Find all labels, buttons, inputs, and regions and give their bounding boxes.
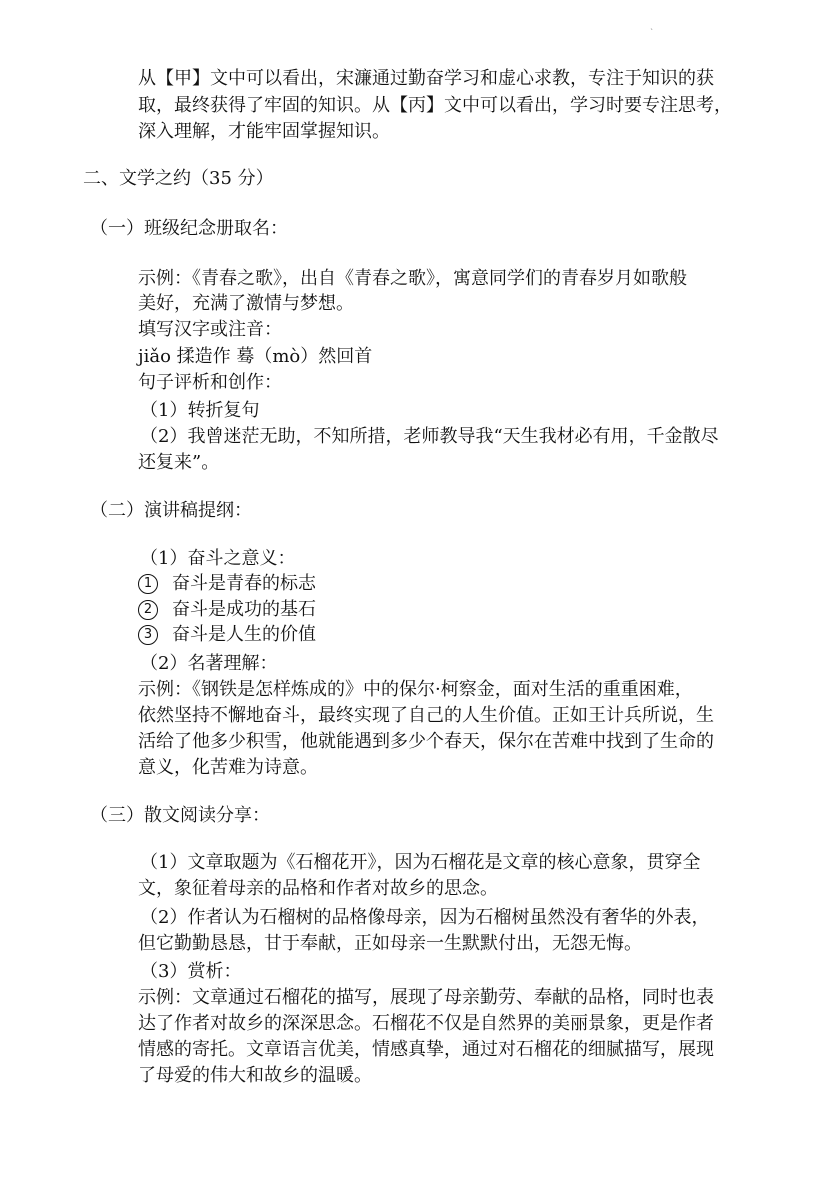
point-item	[138, 571, 316, 597]
part1-fill-label: 填写汉字或注音：	[138, 319, 282, 340]
part2-example-line-2: 依然坚持不懈地奋斗，最终实现了自己的人生价值。正如王计兵所说，生	[138, 705, 714, 726]
part3-item-2-line-1: （2）作者认为石榴树的品格像母亲，因为石榴树虽然没有奢华的外表，	[140, 907, 710, 928]
part2-example-line-4: 意义，化苦难为诗意。	[138, 757, 318, 778]
part2-heading: （二）演讲稿提纲：	[90, 500, 252, 521]
intro-line-1: 从【甲】文中可以看出，宋濂通过勤奋学习和虚心求教，专注于知识的获	[138, 68, 714, 89]
part1-example-line-2: 美好，充满了激情与梦想。	[138, 293, 354, 314]
part3-example-line-4: 了母爱的伟大和故乡的温暖。	[138, 1065, 372, 1086]
point-text: 奋斗是人生的价值	[172, 624, 316, 645]
part2-example-line-3: 活给了他多少积雪，他就能遇到多少个春天，保尔在苦难中找到了生命的	[138, 731, 714, 752]
part3-item-1-line-2: 文，象征着母亲的品格和作者对故乡的思念。	[138, 878, 498, 899]
part3-item-2-line-2: 但它勤勤恳恳，甘于奉献，正如母亲一生默默付出，无怨无悔。	[138, 933, 642, 954]
section-heading: 二、文学之约（35 分）	[83, 168, 274, 189]
part1-heading: （一）班级纪念册取名：	[90, 218, 288, 239]
point-item	[138, 622, 316, 648]
intro-line-3: 深入理解，才能牢固掌握知识。	[138, 121, 390, 142]
part3-example-line-3: 情感的寄托。文章语言优美，情感真挚，通过对石榴花的细腻描写，展现	[138, 1039, 714, 1060]
part1-item-1: （1）转折复句	[140, 400, 260, 421]
intro-line-2: 取，最终获得了牢固的知识。从【丙】文中可以看出，学习时要专注思考，	[138, 95, 732, 116]
circled-number: 3	[138, 625, 158, 645]
point-text: 奋斗是青春的标志	[172, 573, 316, 594]
part3-example-line-1: 示例：文章通过石榴花的描写，展现了母亲勤劳、奉献的品格，同时也表	[138, 987, 714, 1008]
part1-example-line-1: 示例：《青春之歌》，出自《青春之歌》，寓意同学们的青春岁月如歌般	[138, 268, 687, 289]
part1-item-2-line-2: 还复来”。	[138, 452, 220, 473]
part3-item-3-label: （3）赏析：	[140, 961, 242, 982]
part1-item-2-line-1: （2）我曾迷茫无助，不知所措，老师教导我“天生我材必有用，千金散尽	[140, 426, 719, 447]
part3-heading: （三）散文阅读分享：	[90, 805, 270, 826]
circled-number: 2	[138, 600, 158, 620]
part2-sub-1: （1）奋斗之意义：	[140, 548, 296, 569]
part2-sub-2: （2）名著理解：	[140, 653, 278, 674]
circled-number: 1	[138, 574, 158, 594]
point-text: 奋斗是成功的基石	[172, 599, 316, 620]
part1-fill-answer: jiǎo 揉造作 蓦（mò）然回首	[138, 346, 373, 367]
corner-mark: `	[650, 28, 654, 37]
point-item	[138, 597, 316, 623]
part1-sentence-label: 句子评析和创作：	[138, 372, 282, 393]
part2-example-line-1: 示例：《钢铁是怎样炼成的》中的保尔·柯察金，面对生活的重重困难，	[138, 679, 693, 700]
part3-example-line-2: 达了作者对故乡的深深思念。石榴花不仅是自然界的美丽景象，更是作者	[138, 1013, 714, 1034]
part3-item-1-line-1: （1）文章取题为《石榴花开》，因为石榴花是文章的核心意象，贯穿全	[140, 852, 701, 873]
